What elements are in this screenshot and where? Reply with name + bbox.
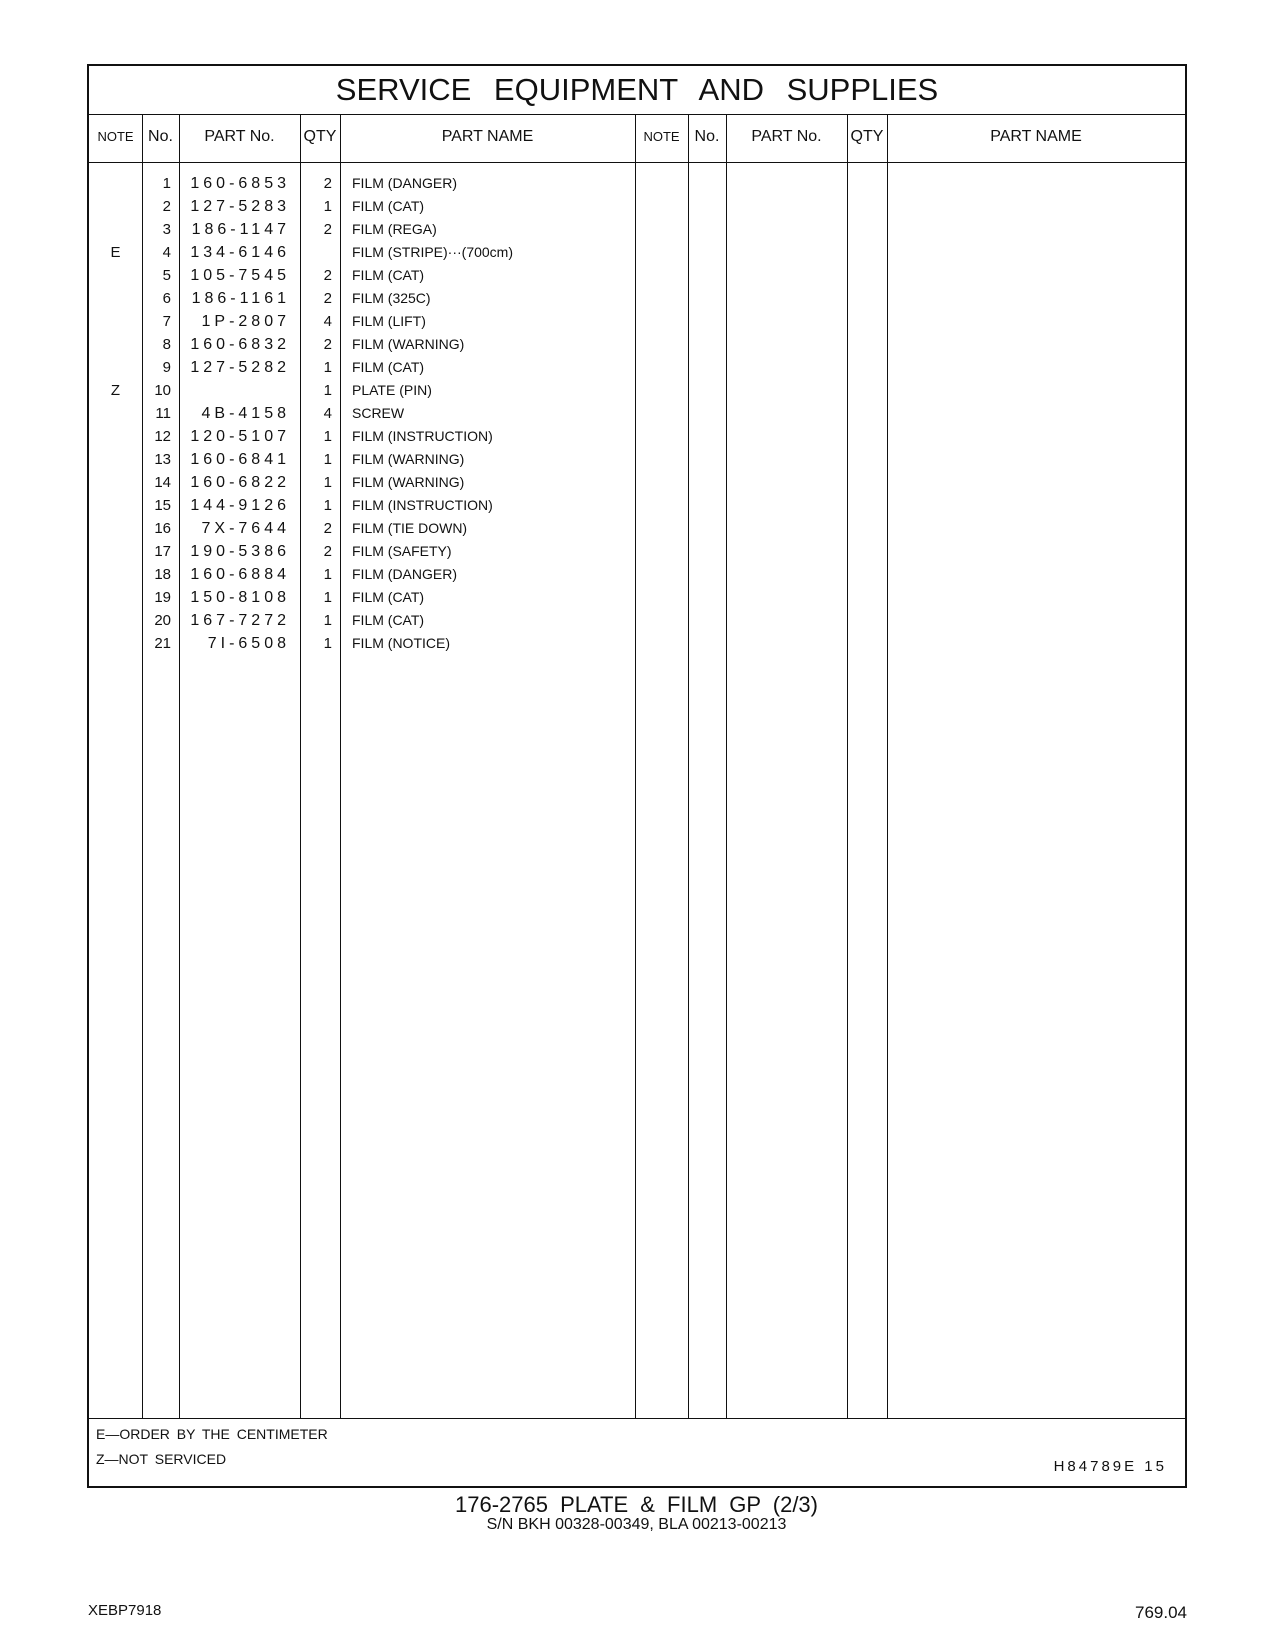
row-part-number: 120-5107 xyxy=(190,428,290,445)
table-row xyxy=(89,632,629,655)
row-number: 20 xyxy=(154,612,171,629)
header-part-name-right: PART NAME xyxy=(990,128,1082,145)
row-part-name: FILM (TIE DOWN) xyxy=(352,520,468,536)
row-part-name: FILM (CAT) xyxy=(352,359,425,375)
table-row xyxy=(89,586,629,609)
drawing-reference: H84789E 15 xyxy=(1053,1458,1167,1475)
row-quantity: 2 xyxy=(323,336,332,353)
row-note xyxy=(89,402,142,425)
row-part-number: 186-1161 xyxy=(191,290,290,307)
footnote-z: Z—NOT SERVICED xyxy=(96,1451,227,1467)
row-part-name: FILM (325C) xyxy=(352,290,431,306)
row-part-number: 160-6884 xyxy=(190,566,290,583)
row-number: 16 xyxy=(154,520,171,537)
row-quantity: 1 xyxy=(323,589,332,606)
document-code: XEBP7918 xyxy=(88,1602,162,1619)
row-quantity: 1 xyxy=(323,635,332,652)
row-number: 14 xyxy=(154,474,171,491)
row-quantity: 1 xyxy=(323,612,332,629)
row-quantity: 1 xyxy=(323,474,332,491)
row-part-number: 160-6822 xyxy=(190,474,290,491)
row-number: 18 xyxy=(154,566,171,583)
row-part-number: 4B-4158 xyxy=(201,405,290,422)
header-no-right: No. xyxy=(694,128,720,145)
row-quantity: 2 xyxy=(323,267,332,284)
row-note xyxy=(89,195,142,218)
row-quantity: 2 xyxy=(323,543,332,560)
row-note xyxy=(89,448,142,471)
row-number: 10 xyxy=(154,382,171,399)
row-quantity: 2 xyxy=(323,520,332,537)
row-note xyxy=(89,471,142,494)
row-part-number: 160-6832 xyxy=(190,336,290,353)
row-note xyxy=(89,356,142,379)
row-quantity: 2 xyxy=(323,221,332,238)
footer-divider xyxy=(89,1418,1185,1419)
row-number: 21 xyxy=(154,635,171,652)
row-quantity: 2 xyxy=(323,175,332,192)
row-number: 2 xyxy=(162,198,171,215)
row-part-name: PLATE (PIN) xyxy=(352,382,432,398)
row-quantity: 1 xyxy=(323,566,332,583)
row-part-name: FILM (INSTRUCTION) xyxy=(352,497,493,513)
parts-table-frame xyxy=(87,64,1187,1488)
row-quantity: 1 xyxy=(323,382,332,399)
row-number: 13 xyxy=(154,451,171,468)
header-part-no-right: PART No. xyxy=(751,128,822,145)
row-note xyxy=(89,586,142,609)
row-part-number xyxy=(179,379,300,402)
header-qty-right: QTY xyxy=(850,128,884,145)
row-part-name: FILM (CAT) xyxy=(352,612,425,628)
row-quantity: 2 xyxy=(323,290,332,307)
row-number: 11 xyxy=(155,405,171,422)
row-note xyxy=(89,310,142,333)
header-note-right: NOTE xyxy=(643,129,680,144)
row-note xyxy=(89,563,142,586)
page-title: SERVICE EQUIPMENT AND SUPPLIES xyxy=(89,66,1185,115)
caption-serial-range: S/N BKH 00328-00349, BLA 00213-00213 xyxy=(486,1516,787,1533)
column-divider xyxy=(847,114,848,1418)
row-quantity: 4 xyxy=(323,405,332,422)
row-part-number: 160-6841 xyxy=(190,451,290,468)
row-part-name: SCREW xyxy=(352,405,405,421)
row-part-name: FILM (WARNING) xyxy=(352,474,465,490)
row-part-number: 127-5283 xyxy=(190,198,290,215)
row-part-number: 160-6853 xyxy=(190,175,290,192)
row-number: 1 xyxy=(162,175,171,192)
row-note xyxy=(89,172,142,195)
column-divider xyxy=(688,114,689,1418)
row-number: 9 xyxy=(162,359,171,376)
row-part-name: FILM (CAT) xyxy=(352,589,425,605)
row-number: 12 xyxy=(154,428,171,445)
row-number: 19 xyxy=(154,589,171,606)
table-row xyxy=(89,264,629,287)
row-part-name: FILM (NOTICE) xyxy=(352,635,450,651)
table-row xyxy=(89,494,629,517)
row-part-name: FILM (INSTRUCTION) xyxy=(352,428,493,444)
footnote-e: E—ORDER BY THE CENTIMETER xyxy=(96,1426,328,1442)
page-number: 769.04 xyxy=(1135,1603,1187,1622)
table-row xyxy=(89,333,629,356)
row-part-name: FILM (WARNING) xyxy=(352,451,465,467)
parts-list xyxy=(89,172,629,655)
table-row xyxy=(89,425,629,448)
row-note xyxy=(89,218,142,241)
row-part-number: 144-9126 xyxy=(190,497,290,514)
table-header xyxy=(89,114,1185,163)
table-row xyxy=(89,195,629,218)
row-quantity: 1 xyxy=(323,359,332,376)
row-note xyxy=(89,540,142,563)
header-part-name-left: PART NAME xyxy=(441,128,534,145)
row-note xyxy=(89,632,142,655)
row-part-name: FILM (DANGER) xyxy=(352,175,457,191)
row-number: 3 xyxy=(162,221,171,238)
table-row xyxy=(89,448,629,471)
row-part-number: 105-7545 xyxy=(190,267,290,284)
table-row xyxy=(89,402,629,425)
header-no-left: No. xyxy=(148,128,173,145)
column-divider xyxy=(635,114,636,1418)
row-note xyxy=(89,425,142,448)
column-divider xyxy=(726,114,727,1418)
row-part-number: 7I-6508 xyxy=(207,635,290,652)
row-part-name: FILM (CAT) xyxy=(352,267,425,283)
row-number: 17 xyxy=(154,543,171,560)
row-note: Z xyxy=(110,382,121,399)
row-part-number: 1P-2807 xyxy=(201,313,290,330)
row-part-name: FILM (WARNING) xyxy=(352,336,465,352)
header-part-no-left: PART No. xyxy=(204,128,275,145)
table-row xyxy=(89,172,629,195)
table-row xyxy=(89,540,629,563)
table-row xyxy=(89,356,629,379)
row-number: 7 xyxy=(162,313,171,330)
row-note xyxy=(89,333,142,356)
row-part-name: FILM (LIFT) xyxy=(352,313,426,329)
row-note xyxy=(89,287,142,310)
column-divider xyxy=(887,114,888,1418)
table-row xyxy=(89,310,629,333)
row-part-number: 127-5282 xyxy=(190,359,290,376)
row-part-number: 7X-7644 xyxy=(201,520,290,537)
row-part-number: 186-1147 xyxy=(191,221,290,238)
table-row xyxy=(89,471,629,494)
row-part-name: FILM (REGA) xyxy=(352,221,437,237)
row-note xyxy=(89,609,142,632)
table-row xyxy=(89,218,629,241)
row-quantity: 4 xyxy=(323,313,332,330)
table-row xyxy=(89,379,629,402)
row-quantity: 1 xyxy=(323,497,332,514)
row-part-name: FILM (SAFETY) xyxy=(352,543,452,559)
row-part-number: 167-7272 xyxy=(190,612,290,629)
table-row xyxy=(89,241,629,264)
row-number: 6 xyxy=(162,290,171,307)
row-quantity xyxy=(300,241,340,264)
row-quantity: 1 xyxy=(323,198,332,215)
row-part-number: 134-6146 xyxy=(190,244,290,261)
caption-group-title: 176-2765 PLATE & FILM GP (2/3) xyxy=(454,1492,818,1517)
row-number: 8 xyxy=(162,336,171,353)
row-part-name: FILM (STRIPE)···(700cm) xyxy=(352,244,513,260)
row-number: 5 xyxy=(162,267,171,284)
row-note xyxy=(89,264,142,287)
row-part-number: 150-8108 xyxy=(190,589,290,606)
row-note xyxy=(89,517,142,540)
table-row xyxy=(89,287,629,310)
table-row xyxy=(89,517,629,540)
row-quantity: 1 xyxy=(323,428,332,445)
table-row xyxy=(89,563,629,586)
header-qty-left: QTY xyxy=(303,128,337,145)
header-note-left: NOTE xyxy=(97,129,134,144)
row-note xyxy=(89,494,142,517)
row-part-name: FILM (DANGER) xyxy=(352,566,457,582)
row-part-number: 190-5386 xyxy=(190,543,290,560)
row-note: E xyxy=(110,244,121,261)
row-quantity: 1 xyxy=(323,451,332,468)
row-number: 15 xyxy=(154,497,171,514)
table-row xyxy=(89,609,629,632)
row-part-name: FILM (CAT) xyxy=(352,198,425,214)
row-number: 4 xyxy=(162,244,171,261)
